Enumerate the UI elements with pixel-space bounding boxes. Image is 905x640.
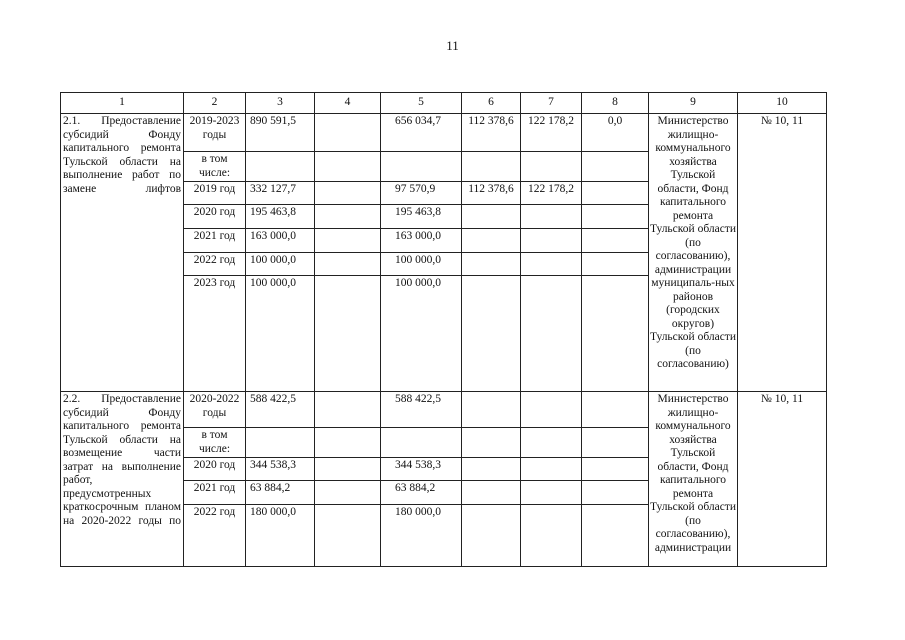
value-cell (462, 458, 521, 481)
value-cell: 112 378,6 (462, 114, 521, 152)
period-cell: 2019-2023 годы (184, 114, 246, 152)
table-row (61, 114, 827, 152)
value-cell (462, 392, 521, 428)
value-cell (521, 276, 582, 392)
value-cell (521, 253, 582, 276)
page-number: 11 (446, 38, 459, 53)
value-cell (521, 152, 582, 182)
period-cell: 2022 год (184, 505, 246, 567)
value-cell (315, 229, 381, 253)
value-cell (315, 114, 381, 152)
measure-description: 2.2. Предоставление субсидий Фонду капитального ремонта Тульской области на возмещение части затрат на выполнение работ, предусмотренных краткосрочным планом на 2020-2022 годы по (61, 392, 184, 567)
value-cell (462, 276, 521, 392)
value-cell (246, 428, 315, 458)
period-cell: 2019 год (184, 182, 246, 205)
indicator-reference: № 10, 11 (738, 114, 827, 392)
value-cell: 163 000,0 (381, 229, 462, 253)
value-cell (582, 229, 649, 253)
value-cell (521, 505, 582, 567)
value-cell: 588 422,5 (246, 392, 315, 428)
measure-description: 2.1. Предоставление субсидий Фонду капитального ремонта Тульской области на выполнение работ по замене лифтов (61, 114, 184, 392)
value-cell (315, 205, 381, 229)
value-cell (582, 152, 649, 182)
value-cell (462, 229, 521, 253)
value-cell (582, 458, 649, 481)
value-cell: 112 378,6 (462, 182, 521, 205)
value-cell: 344 538,3 (381, 458, 462, 481)
program-table (60, 92, 827, 567)
value-cell (381, 152, 462, 182)
value-cell (521, 392, 582, 428)
value-cell (582, 392, 649, 428)
value-cell (521, 458, 582, 481)
value-cell: 122 178,2 (521, 114, 582, 152)
value-cell: 180 000,0 (246, 505, 315, 567)
header-row (61, 93, 827, 114)
header-cell: 5 (381, 93, 462, 114)
value-cell (521, 205, 582, 229)
period-cell: в том числе: (184, 428, 246, 458)
header-cell: 4 (315, 93, 381, 114)
value-cell: 588 422,5 (381, 392, 462, 428)
value-cell (246, 152, 315, 182)
period-cell: 2020 год (184, 205, 246, 229)
value-cell (315, 182, 381, 205)
value-cell: 890 591,5 (246, 114, 315, 152)
value-cell (462, 505, 521, 567)
value-cell (462, 152, 521, 182)
header-cell: 1 (61, 93, 184, 114)
value-cell (315, 505, 381, 567)
value-cell (315, 253, 381, 276)
period-cell: в том числе: (184, 152, 246, 182)
value-cell: 344 538,3 (246, 458, 315, 481)
responsible-executors: Министерство жилищно-коммунального хозяйства Тульской области, Фонд капитального ремонта Тульской области (по согласованию), администрации (649, 392, 738, 567)
value-cell: 97 570,9 (381, 182, 462, 205)
value-cell: 163 000,0 (246, 229, 315, 253)
value-cell (315, 276, 381, 392)
header-cell: 9 (649, 93, 738, 114)
value-cell: 332 127,7 (246, 182, 315, 205)
value-cell (315, 392, 381, 428)
value-cell (521, 428, 582, 458)
header-cell: 6 (462, 93, 521, 114)
value-cell: 195 463,8 (381, 205, 462, 229)
value-cell (582, 505, 649, 567)
value-cell (462, 205, 521, 229)
value-cell: 122 178,2 (521, 182, 582, 205)
value-cell: 195 463,8 (246, 205, 315, 229)
responsible-executors: Министерство жилищно-коммунального хозяйства Тульской области, Фонд капитального ремонта Тульской области (по согласованию), администрации муниципаль-ных районов (городских округов) Тульской области (по согласованию) (649, 114, 738, 392)
period-cell: 2023 год (184, 276, 246, 392)
header-cell: 10 (738, 93, 827, 114)
value-cell (582, 205, 649, 229)
value-cell (315, 152, 381, 182)
table-row (61, 392, 827, 428)
value-cell: 0,0 (582, 114, 649, 152)
value-cell: 100 000,0 (381, 253, 462, 276)
value-cell (315, 428, 381, 458)
value-cell (582, 276, 649, 392)
value-cell (462, 428, 521, 458)
value-cell (521, 481, 582, 505)
period-cell: 2021 год (184, 481, 246, 505)
period-cell: 2020-2022 годы (184, 392, 246, 428)
value-cell: 100 000,0 (381, 276, 462, 392)
value-cell (462, 253, 521, 276)
value-cell (582, 182, 649, 205)
header-cell: 8 (582, 93, 649, 114)
value-cell: 100 000,0 (246, 253, 315, 276)
value-cell (381, 428, 462, 458)
header-cell: 2 (184, 93, 246, 114)
period-cell: 2021 год (184, 229, 246, 253)
period-cell: 2022 год (184, 253, 246, 276)
value-cell (582, 428, 649, 458)
value-cell: 656 034,7 (381, 114, 462, 152)
header-cell: 3 (246, 93, 315, 114)
value-cell: 63 884,2 (381, 481, 462, 505)
value-cell (582, 481, 649, 505)
value-cell (521, 229, 582, 253)
period-cell: 2020 год (184, 458, 246, 481)
value-cell (462, 481, 521, 505)
value-cell: 100 000,0 (246, 276, 315, 392)
value-cell: 63 884,2 (246, 481, 315, 505)
value-cell (315, 481, 381, 505)
value-cell (315, 458, 381, 481)
value-cell (582, 253, 649, 276)
indicator-reference: № 10, 11 (738, 392, 827, 567)
value-cell: 180 000,0 (381, 505, 462, 567)
header-cell: 7 (521, 93, 582, 114)
